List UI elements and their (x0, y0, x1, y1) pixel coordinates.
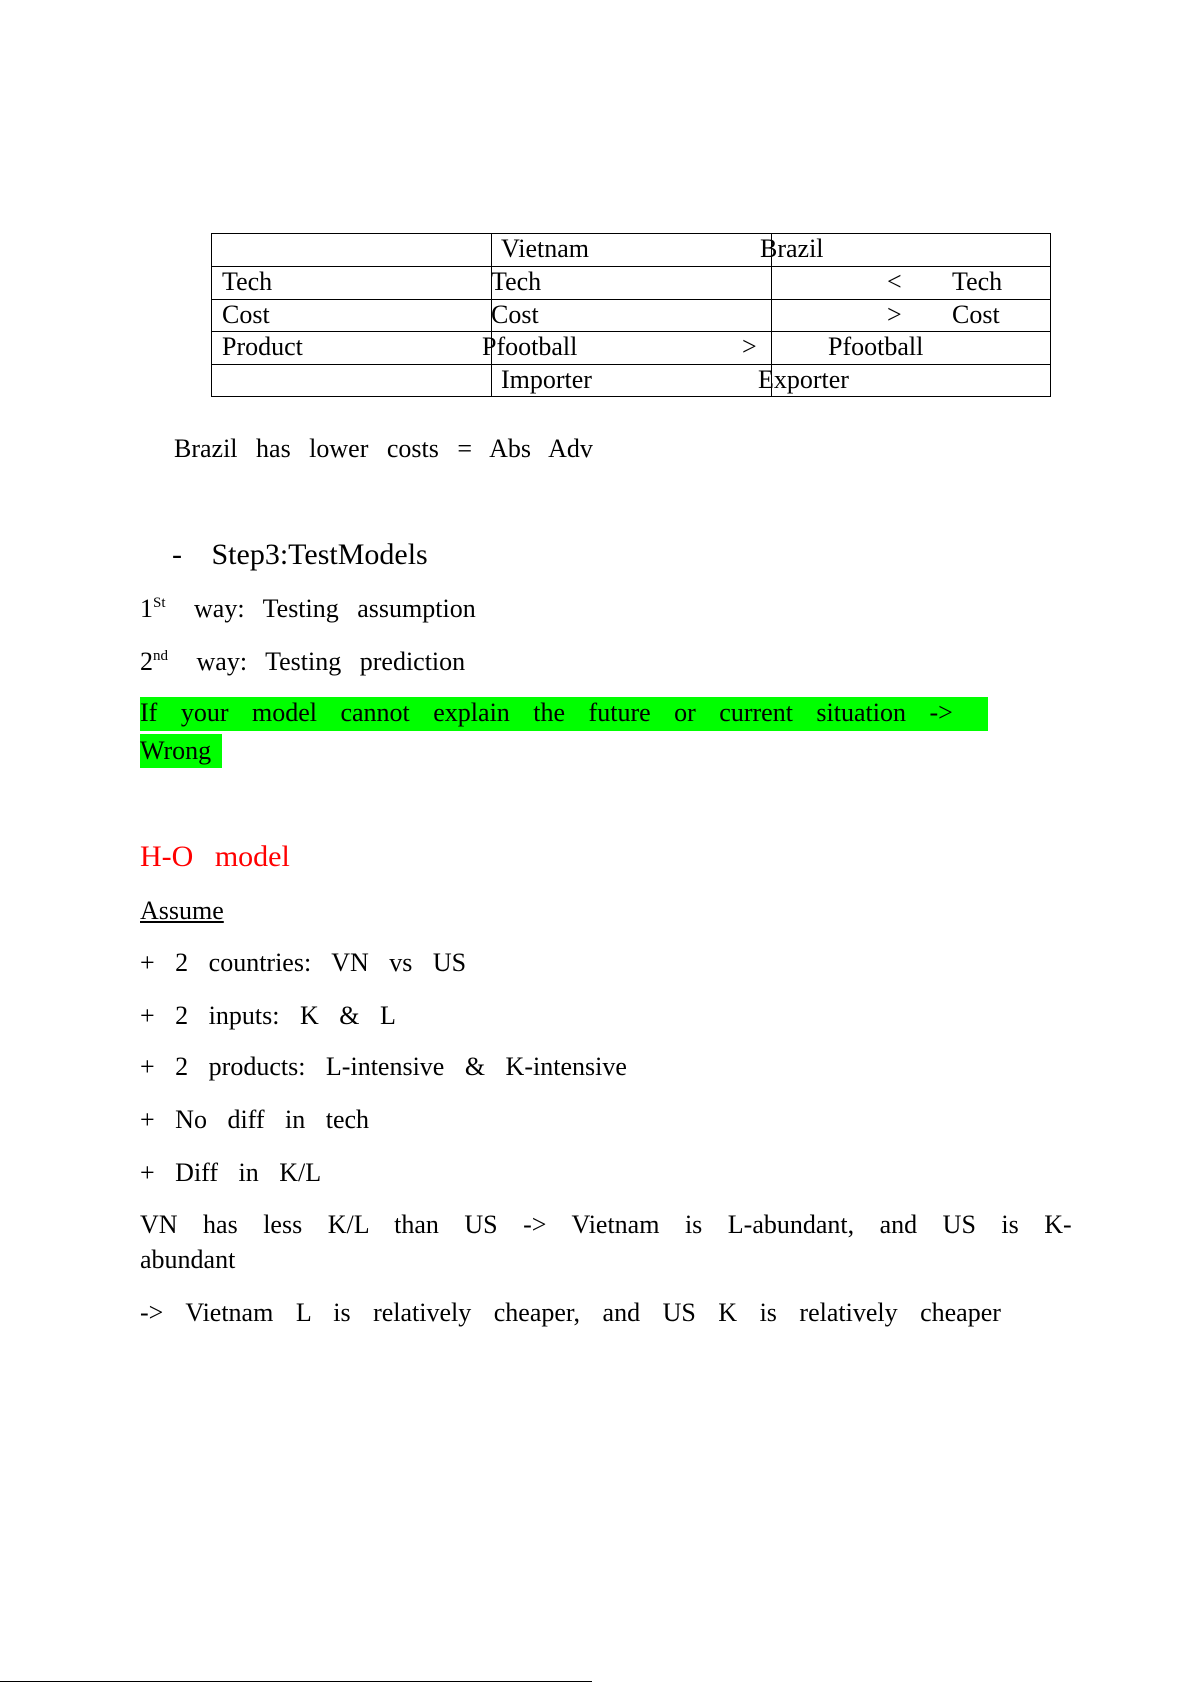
table-cell-vietnam: Importer (501, 365, 592, 394)
assumption-item: + 2 products: L-intensive & K-intensive (140, 1052, 627, 1081)
paragraph-kl-line-1: VN has less K/L than US -> Vietnam is L-abundant, and US is K- (140, 1210, 1072, 1239)
highlighted-warning-line-1: If your model cannot explain the future or current situation -> (140, 698, 953, 727)
table-row-label: Cost (222, 300, 270, 329)
footnote-separator (0, 1681, 592, 1682)
table-row-label: Tech (222, 267, 273, 296)
table-header-vietnam: Vietnam (501, 234, 589, 263)
paragraph-relative-cost: -> Vietnam L is relatively cheaper, and US K is relatively cheaper (140, 1298, 1001, 1327)
assumption-item: + No diff in tech (140, 1105, 370, 1134)
way-1-line (140, 594, 476, 624)
table-cell-brazil: Tech (952, 267, 1003, 296)
table-row-divider (212, 364, 1050, 365)
way-2-line (140, 647, 465, 677)
step3-heading-text: Step3:TestModels (211, 538, 428, 571)
assume-label: Assume (140, 896, 224, 925)
way-2-ordinal: nd (153, 648, 168, 664)
table-cell-vietnam: Tech (491, 267, 542, 296)
dash-bullet: - (172, 538, 182, 571)
step3-heading (172, 538, 428, 572)
table-row-divider (212, 299, 1050, 300)
table-operator: < (887, 267, 902, 296)
highlighted-warning-line-2: Wrong (140, 734, 222, 768)
assumption-item: + Diff in K/L (140, 1158, 322, 1187)
table-cell-brazil: Exporter (758, 365, 849, 394)
conclusion-text: Brazil has lower costs = Abs Adv (174, 434, 593, 463)
table-operator: > (887, 300, 902, 329)
table-row-divider (212, 331, 1050, 332)
way-2-number: 2 (140, 647, 153, 676)
way-1-text: way: Testing assumption (194, 594, 476, 623)
table-row-divider (212, 266, 1050, 267)
way-1-number: 1 (140, 594, 153, 623)
table-cell-brazil: Pfootball (828, 332, 924, 361)
table-header-brazil: Brazil (760, 234, 824, 263)
table-row-label: Product (222, 332, 303, 361)
table-cell-brazil: Cost (952, 300, 1000, 329)
table-cell-vietnam: Pfootball (482, 332, 578, 361)
way-2-text: way: Testing prediction (196, 647, 466, 676)
comparison-table (211, 233, 1051, 397)
way-1-ordinal: St (153, 595, 166, 611)
table-operator: > (742, 332, 757, 361)
assumption-item: + 2 countries: VN vs US (140, 948, 467, 977)
paragraph-kl-line-2: abundant (140, 1245, 236, 1274)
ho-model-title: H-O model (140, 840, 290, 873)
table-cell-vietnam: Cost (491, 300, 539, 329)
conclusion-line (174, 434, 593, 464)
assumption-item: + 2 inputs: K & L (140, 1001, 396, 1030)
